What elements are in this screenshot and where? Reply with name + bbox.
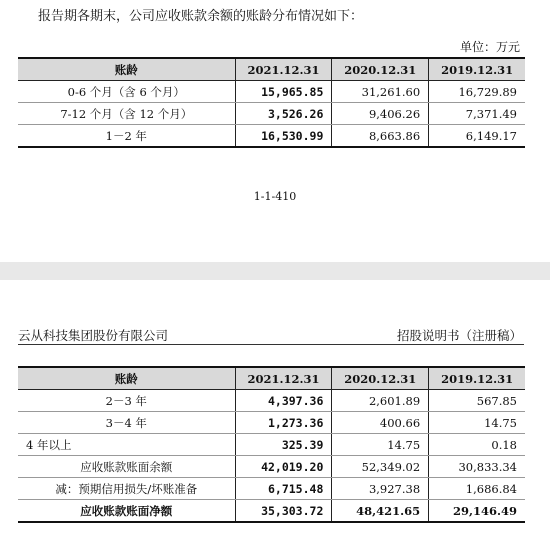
page-number: 1-1-410	[253, 190, 297, 203]
column-header-2019: 2019.12.31	[429, 58, 525, 81]
row-label: 7-12 个月（含 12 个月）	[18, 103, 235, 125]
value-2019: 1,686.84	[429, 478, 525, 500]
company-name-header: 云从科技集团股份有限公司	[18, 328, 169, 343]
value-2020: 400.66	[332, 412, 429, 434]
table-row	[18, 434, 525, 456]
table-row	[18, 412, 525, 434]
value-2019: 567.85	[429, 390, 525, 412]
document-page-lower	[0, 280, 550, 545]
aging-table-part1	[18, 57, 525, 148]
value-2021: 3,526.26	[235, 103, 332, 125]
value-2019: 29,146.49	[429, 500, 525, 523]
document-type-header: 招股说明书（注册稿）	[396, 328, 522, 343]
row-label: 3－4 年	[18, 412, 235, 434]
value-2020: 52,349.02	[332, 456, 429, 478]
column-header-aging: 账龄	[18, 367, 235, 390]
value-2020: 3,927.38	[332, 478, 429, 500]
value-2021: 1,273.36	[235, 412, 332, 434]
table-row	[18, 390, 525, 412]
table-header-row	[18, 367, 525, 390]
row-label: 应收账款账面净额	[18, 500, 235, 523]
table-header-row	[18, 58, 525, 81]
table-row	[18, 103, 525, 125]
unit-label: 单位：万元	[459, 40, 520, 54]
document-page-upper	[0, 0, 550, 262]
column-header-2021: 2021.12.31	[235, 367, 332, 390]
row-label: 4 年以上	[18, 434, 235, 456]
value-2021: 4,397.36	[235, 390, 332, 412]
value-2020: 31,261.60	[332, 81, 429, 103]
table-row	[18, 81, 525, 103]
value-2019: 7,371.49	[429, 103, 525, 125]
column-header-2020: 2020.12.31	[332, 58, 429, 81]
value-2021: 35,303.72	[235, 500, 332, 523]
row-label: 减：预期信用损失/坏账准备	[18, 478, 235, 500]
value-2021: 325.39	[235, 434, 332, 456]
value-2021: 16,530.99	[235, 125, 332, 148]
value-2021: 15,965.85	[235, 81, 332, 103]
column-header-aging: 账龄	[18, 58, 235, 81]
value-2019: 30,833.34	[429, 456, 525, 478]
table-row	[18, 456, 525, 478]
value-2019: 6,149.17	[429, 125, 525, 148]
value-2020: 14.75	[332, 434, 429, 456]
value-2019: 16,729.89	[429, 81, 525, 103]
row-label: 应收账款账面余额	[18, 456, 235, 478]
table-row	[18, 125, 525, 148]
value-2021: 6,715.48	[235, 478, 332, 500]
row-label: 0-6 个月（含 6 个月）	[18, 81, 235, 103]
row-label: 1－2 年	[18, 125, 235, 148]
table-row	[18, 478, 525, 500]
aging-table-part2	[18, 366, 525, 523]
value-2020: 9,406.26	[332, 103, 429, 125]
column-header-2020: 2020.12.31	[332, 367, 429, 390]
value-2019: 14.75	[429, 412, 525, 434]
value-2021: 42,019.20	[235, 456, 332, 478]
value-2020: 8,663.86	[332, 125, 429, 148]
intro-paragraph: 报告期各期末，公司应收账款余额的账龄分布情况如下：	[38, 9, 364, 24]
value-2019: 0.18	[429, 434, 525, 456]
value-2020: 2,601.89	[332, 390, 429, 412]
table-row-total	[18, 500, 525, 523]
header-rule	[18, 344, 524, 345]
page-separator	[0, 262, 550, 280]
row-label: 2－3 年	[18, 390, 235, 412]
column-header-2019: 2019.12.31	[429, 367, 525, 390]
value-2020: 48,421.65	[332, 500, 429, 523]
column-header-2021: 2021.12.31	[235, 58, 332, 81]
